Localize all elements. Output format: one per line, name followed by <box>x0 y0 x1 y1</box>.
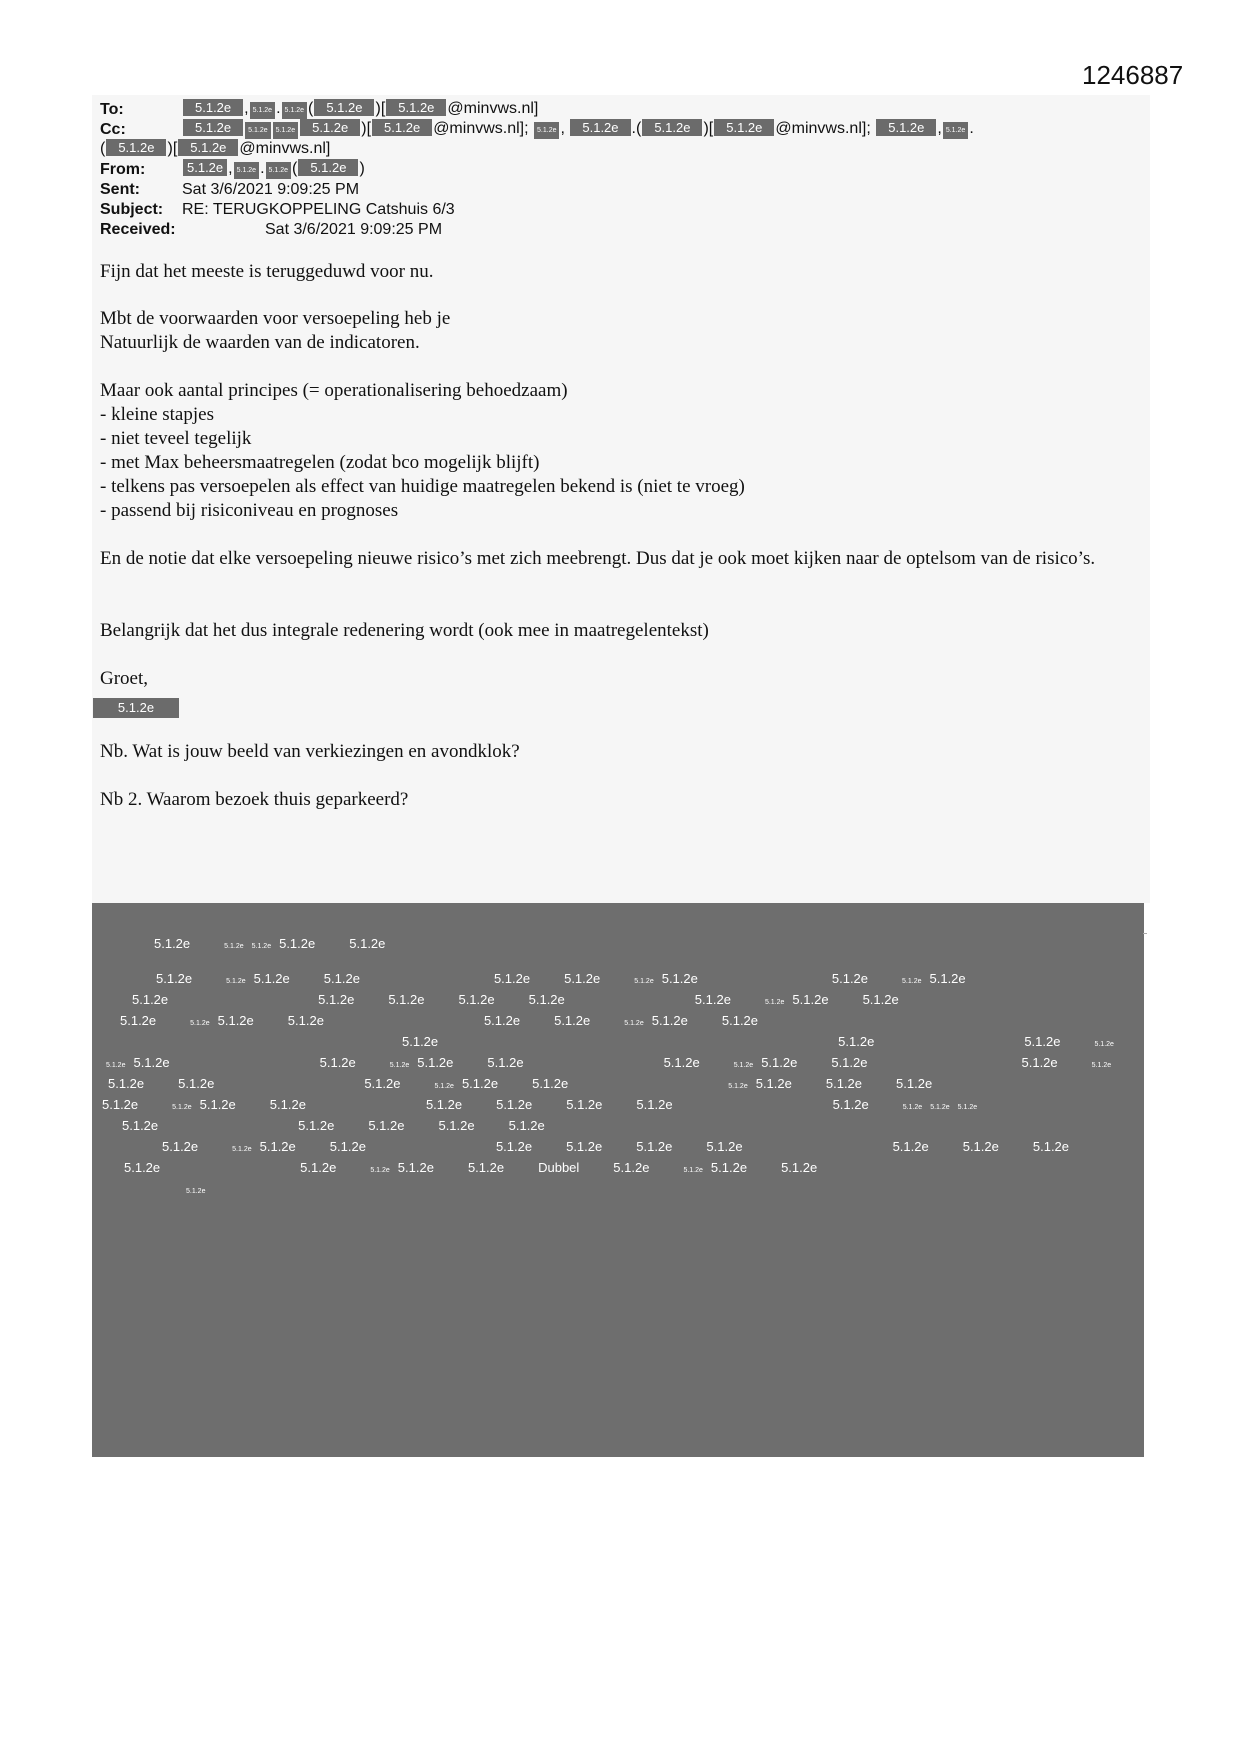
redaction-code: 5.1.2e <box>253 971 290 986</box>
redaction-code: 5.1.2e <box>761 1055 798 1070</box>
redaction-code: 5.1.2e <box>467 1160 505 1175</box>
redacted-line <box>102 968 1132 989</box>
redaction: 5.1.2e <box>266 162 291 179</box>
redaction-code: 5.1.2e <box>186 1188 206 1195</box>
redaction-code: 5.1.2e <box>1032 1139 1070 1154</box>
redaction-code: 5.1.2e <box>613 1160 650 1175</box>
principles-intro: Maar ook aantal principes (= operationalisering behoedzaam) <box>100 380 568 401</box>
nb-question-1: Nb. Wat is jouw beeld van verkiezingen en avondklok? <box>100 741 520 762</box>
nb-question-2: Nb 2. Waarom bezoek thuis geparkeerd? <box>100 789 409 810</box>
redaction-code: 5.1.2e <box>154 936 191 951</box>
redaction-code: 5.1.2e <box>108 1076 145 1091</box>
redaction-code: 5.1.2e <box>902 1104 923 1111</box>
edge-mark <box>1143 933 1147 934</box>
redaction-code: 5.1.2e <box>1091 1062 1112 1069</box>
redaction-code: 5.1.2e <box>487 1055 524 1070</box>
redaction: 5.1.2e <box>273 122 298 139</box>
subject-label: Subject: <box>100 201 164 218</box>
redaction-code: 5.1.2e <box>1024 1034 1061 1049</box>
redaction: 5.1.2e <box>372 119 432 136</box>
redaction: 5.1.2e <box>943 122 968 139</box>
redaction-code: 5.1.2e <box>102 1097 139 1112</box>
redaction: 5.1.2e <box>183 119 243 136</box>
list-item: - passend bij risiconiveau en prognoses <box>100 500 399 521</box>
redacted-block <box>92 903 1144 1457</box>
redaction-code: 5.1.2e <box>825 1076 863 1091</box>
cc-domain-2: @minvws.nl]; <box>775 120 871 137</box>
dubbel-marker: Dubbel <box>538 1160 580 1175</box>
redaction-code: 5.1.2e <box>831 1055 868 1070</box>
redaction-code: 5.1.2e <box>721 1013 759 1028</box>
redaction: 5.1.2e <box>250 102 275 119</box>
redaction: 5.1.2e <box>534 122 559 139</box>
redaction-code: 5.1.2e <box>896 1076 933 1091</box>
redaction: 5.1.2e <box>298 159 358 176</box>
redaction-code: 5.1.2e <box>651 1013 688 1028</box>
redaction-code: 5.1.2e <box>178 1076 215 1091</box>
redaction-code: 5.1.2e <box>764 999 785 1006</box>
redaction: 5.1.2e <box>234 162 259 179</box>
redaction-code: 5.1.2e <box>106 1062 126 1069</box>
redaction-code: 5.1.2e <box>364 1076 401 1091</box>
redaction: 5.1.2e <box>876 119 936 136</box>
redaction: 5.1.2e <box>183 99 243 116</box>
redaction-code: 5.1.2e <box>929 971 966 986</box>
body-paragraph-2-line-1: Mbt de voorwaarden voor versoepeling heb je <box>100 308 451 329</box>
subject-value: RE: TERUGKOPPELING Catshuis 6/3 <box>182 201 455 218</box>
redaction: 5.1.2e <box>714 119 774 136</box>
redaction-code: 5.1.2e <box>300 1160 337 1175</box>
redaction-code: 5.1.2e <box>434 1083 454 1090</box>
redacted-line <box>102 1031 1132 1052</box>
redaction-code: 5.1.2e <box>438 1118 475 1133</box>
redaction-code: 5.1.2e <box>226 978 246 985</box>
redaction-code: 5.1.2e <box>132 992 169 1007</box>
principles-list <box>100 403 1140 523</box>
redaction-code: 5.1.2e <box>493 971 531 986</box>
redaction-code: 5.1.2e <box>483 1013 521 1028</box>
redaction-code: 5.1.2e <box>792 992 829 1007</box>
redaction: 5.1.2e <box>314 99 374 116</box>
redaction-code: 5.1.2e <box>728 1083 748 1090</box>
redaction: 5.1.2e <box>642 119 702 136</box>
principles-section <box>100 379 1140 523</box>
redaction-code: 5.1.2e <box>508 1118 545 1133</box>
redacted-line <box>102 1178 1132 1199</box>
redacted-line <box>102 1136 1132 1157</box>
body-paragraph-integral: Belangrijk dat het dus integrale redenering wordt (ook mee in maatregelentekst) <box>100 620 709 641</box>
list-item: - telkens pas versoepelen als effect van huidige maatregelen bekend is (niet te vroeg) <box>100 476 745 497</box>
redaction-code: 5.1.2e <box>329 1139 366 1154</box>
signature-redaction: 5.1.2e <box>93 698 179 718</box>
redaction-code: 5.1.2e <box>892 1139 929 1154</box>
redaction-code: 5.1.2e <box>298 1118 335 1133</box>
redaction: 5.1.2e <box>282 102 307 119</box>
to-label: To: <box>100 101 124 118</box>
redaction: 5.1.2e <box>386 99 446 116</box>
redaction-code: 5.1.2e <box>122 1118 159 1133</box>
body-paragraph-risks: En de notie dat elke versoepeling nieuwe risico’s met zich meebrengt. Dus dat je ook moet kijken naar de optelsom van de risico’s. <box>100 548 1096 569</box>
redaction-code: 5.1.2e <box>663 1055 700 1070</box>
redaction-code: 5.1.2e <box>162 1139 199 1154</box>
cc-value-line2: ( 5.1.2e )[ 5.1.2e @minvws.nl] <box>100 140 331 157</box>
redaction-code: 5.1.2e <box>199 1097 236 1112</box>
from-label: From: <box>100 161 146 178</box>
redaction-code: 5.1.2e <box>133 1055 170 1070</box>
redaction-code: 5.1.2e <box>838 1034 875 1049</box>
sent-label: Sent: <box>100 181 140 198</box>
redaction-code: 5.1.2e <box>566 1097 603 1112</box>
redaction-code: 5.1.2e <box>930 1104 950 1111</box>
redacted-line <box>102 1010 1132 1031</box>
redaction-code: 5.1.2e <box>564 971 601 986</box>
redacted-line <box>102 1094 1132 1115</box>
redaction-code: 5.1.2e <box>683 1167 703 1174</box>
cc-domain-1: @minvws.nl]; <box>433 120 529 137</box>
redaction-code: 5.1.2e <box>694 992 731 1007</box>
cc-value: 5.1.2e 5.1.2e 5.1.2e 5.1.2e )[ 5.1.2e @minvws.nl]; 5.1.2e , 5.1.2e .( 5.1.2e )[ 5.1.2e @minvws.nl]; 5.1.2e , 5.1.2e . <box>182 119 974 139</box>
redaction: 5.1.2e <box>106 139 166 156</box>
redacted-line <box>102 989 1132 1010</box>
redaction-code: 5.1.2e <box>528 992 565 1007</box>
cc-domain-3: @minvws.nl] <box>239 140 331 157</box>
redaction-code: 5.1.2e <box>495 1139 533 1154</box>
redacted-line <box>102 1052 1132 1073</box>
redaction-code: 5.1.2e <box>634 978 654 985</box>
redacted-line <box>102 1157 1132 1178</box>
redaction-code: 5.1.2e <box>156 971 193 986</box>
redaction-code: 5.1.2e <box>566 1139 603 1154</box>
redaction-code: 5.1.2e <box>251 943 272 950</box>
redaction-code: 5.1.2e <box>124 1160 161 1175</box>
redaction-code: 5.1.2e <box>172 1104 192 1111</box>
redaction-code: 5.1.2e <box>389 1062 410 1069</box>
redaction: 5.1.2e <box>300 119 360 136</box>
from-value: 5.1.2e , 5.1.2e . 5.1.2e ( 5.1.2e ) <box>182 159 365 179</box>
redaction-code: 5.1.2e <box>532 1076 569 1091</box>
redacted-block-codes <box>102 933 1132 1199</box>
redaction-code: 5.1.2e <box>397 1160 434 1175</box>
redaction-code: 5.1.2e <box>733 1062 754 1069</box>
redaction-code: 5.1.2e <box>269 1097 306 1112</box>
document-number: 1246887 <box>1082 60 1184 90</box>
redaction-code: 5.1.2e <box>661 971 698 986</box>
redaction-code: 5.1.2e <box>706 1139 743 1154</box>
redaction-code: 5.1.2e <box>957 1104 978 1111</box>
redaction-code: 5.1.2e <box>902 978 922 985</box>
redaction-code: 5.1.2e <box>402 1034 439 1049</box>
redaction: 5.1.2e <box>183 159 227 176</box>
redaction-code: 5.1.2e <box>624 1020 644 1027</box>
to-value: 5.1.2e , 5.1.2e . 5.1.2e ( 5.1.2e )[ 5.1.2e @minvws.nl] <box>182 99 538 119</box>
to-domain: @minvws.nl] <box>447 100 539 117</box>
redacted-line <box>102 1073 1132 1094</box>
redaction-code: 5.1.2e <box>232 1146 252 1153</box>
body-paragraph-2 <box>100 307 1140 355</box>
list-item: - kleine stapjes <box>100 404 214 425</box>
redaction-code: 5.1.2e <box>417 1055 454 1070</box>
received-value: Sat 3/6/2021 9:09:25 PM <box>265 221 443 238</box>
redaction-code: 5.1.2e <box>461 1076 499 1091</box>
redaction: 5.1.2e <box>570 119 630 136</box>
redaction-code: 5.1.2e <box>318 992 355 1007</box>
redaction-code: 5.1.2e <box>323 971 360 986</box>
redaction-code: 5.1.2e <box>217 1013 254 1028</box>
redaction-code: 5.1.2e <box>319 1055 356 1070</box>
body-paragraph-1: Fijn dat het meeste is teruggeduwd voor nu. <box>100 261 434 282</box>
redaction-code: 5.1.2e <box>636 1139 673 1154</box>
redaction-code: 5.1.2e <box>190 1020 210 1027</box>
redaction-code: 5.1.2e <box>554 1013 591 1028</box>
redacted-line <box>102 1115 1132 1136</box>
redaction-code: 5.1.2e <box>287 1013 324 1028</box>
redacted-line <box>102 933 1132 954</box>
redaction-code: 5.1.2e <box>496 1097 533 1112</box>
closing-greeting: Groet, <box>100 668 149 689</box>
redaction-code: 5.1.2e <box>636 1097 673 1112</box>
redaction-code: 5.1.2e <box>224 943 244 950</box>
list-item: - niet teveel tegelijk <box>100 428 252 449</box>
redaction-code: 5.1.2e <box>755 1076 792 1091</box>
redaction-code: 5.1.2e <box>1094 1041 1114 1048</box>
redaction-code: 5.1.2e <box>781 1160 818 1175</box>
sent-value: Sat 3/6/2021 9:09:25 PM <box>182 181 360 198</box>
redaction-code: 5.1.2e <box>831 971 869 986</box>
redaction-code: 5.1.2e <box>370 1167 390 1174</box>
cc-label: Cc: <box>100 121 126 138</box>
redaction-code: 5.1.2e <box>458 992 495 1007</box>
redaction-code: 5.1.2e <box>862 992 899 1007</box>
redaction-code: 5.1.2e <box>425 1097 463 1112</box>
redaction: 5.1.2e <box>245 122 270 139</box>
received-label: Received: <box>100 221 176 238</box>
redaction-code: 5.1.2e <box>710 1160 748 1175</box>
redaction-code: 5.1.2e <box>120 1013 157 1028</box>
redaction-code: 5.1.2e <box>349 936 386 951</box>
redaction-code: 5.1.2e <box>279 936 316 951</box>
redaction-code: 5.1.2e <box>1021 1055 1058 1070</box>
redaction-code: 5.1.2e <box>368 1118 405 1133</box>
redaction-code: 5.1.2e <box>832 1097 869 1112</box>
body-paragraph-2-line-2: Natuurlijk de waarden van de indicatoren. <box>100 332 420 353</box>
redaction-code: 5.1.2e <box>259 1139 296 1154</box>
redaction: 5.1.2e <box>178 139 238 156</box>
redaction-code: 5.1.2e <box>962 1139 999 1154</box>
list-item: - met Max beheersmaatregelen (zodat bco mogelijk blijft) <box>100 452 540 473</box>
redaction-code: 5.1.2e <box>388 992 425 1007</box>
